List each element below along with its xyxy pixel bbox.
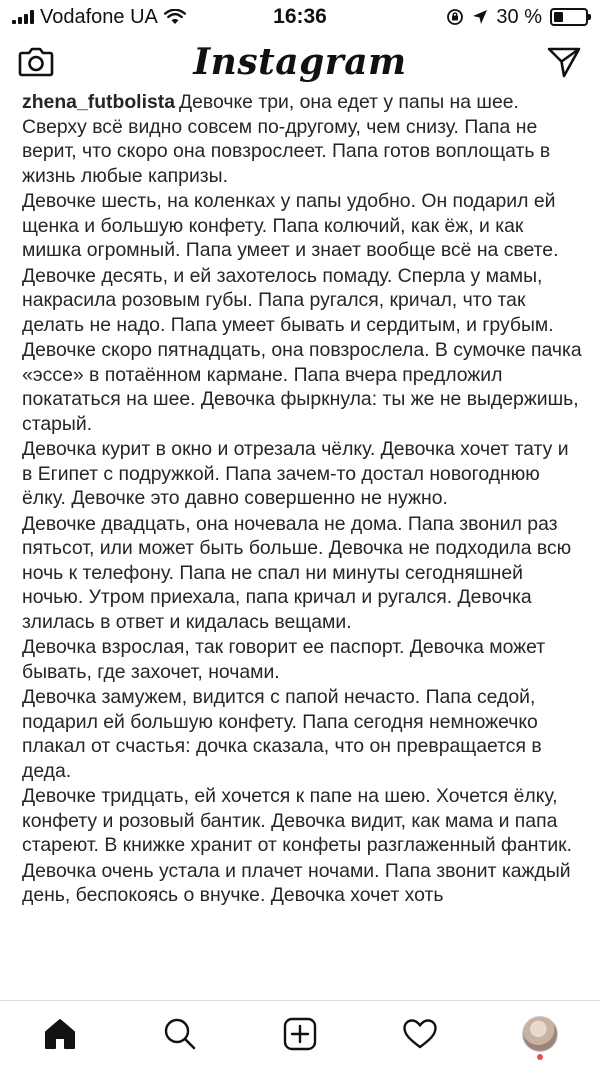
bottom-nav	[0, 1000, 600, 1066]
nav-activity[interactable]	[390, 1004, 450, 1064]
location-arrow-icon	[472, 9, 488, 25]
nav-home[interactable]	[30, 1004, 90, 1064]
notification-dot	[537, 1054, 543, 1060]
direct-messages-button[interactable]	[544, 42, 584, 82]
orientation-lock-icon	[446, 8, 464, 26]
status-right	[446, 6, 588, 29]
battery-level	[554, 12, 563, 22]
caption-paragraph: Девочке шесть, на коленках у папы удобно. Он подарил ей щенка и большую конфету. Папа колючий, как ёж, и как мишка огромный. Папа умеет и знает вообще всё на свете.	[22, 190, 559, 261]
post-username[interactable]: zhena_futbolista	[22, 91, 175, 113]
caption-paragraph: Девочке тридцать, ей хочется к папе на шею. Хочется ёлку, конфету и розовый бантик. Девочка видит, как мама и папа стареют. В книжке хранит от конфеты разглаженный фантик.	[22, 785, 573, 856]
caption-paragraph: Девочке двадцать, она ночевала не дома. Папа звонил раз пятьсот, или может быть больше. Девочка не подходила всю ночь к телефону. Папа не спал ни минуты сегодняшней ночью. Утром приехала, папа кричал и ругался. Девочка злилась в ответ и кидалась вещами.	[22, 512, 572, 633]
status-bar	[0, 0, 600, 34]
camera-button[interactable]	[16, 42, 56, 82]
post-caption	[22, 90, 584, 908]
signal-strength-icon	[12, 10, 34, 24]
caption-paragraph: Девочка взрослая, так говорит ее паспорт. Девочка может бывать, где захочет, ночами.	[22, 636, 546, 683]
wifi-icon	[164, 9, 186, 25]
battery-percent: 30 %	[496, 5, 542, 28]
carrier-name: Vodafone UA	[40, 5, 158, 28]
nav-profile[interactable]	[510, 1004, 570, 1064]
new-post-icon	[283, 1017, 317, 1051]
camera-icon	[18, 46, 54, 78]
caption-paragraph: Девочка замужем, видится с папой нечасто. Папа седой, подарил ей большую конфету. Папа сегодня немножечко плакал от счастья: дочка сказала, что он превращается в деда.	[22, 686, 542, 782]
instagram-logo: Instagram	[193, 41, 407, 83]
paper-plane-icon	[547, 46, 581, 78]
search-icon	[163, 1017, 197, 1051]
caption-paragraph: Девочке скоро пятнадцать, она повзрослела. В сумочке пачка «эссе» в потаённом кармане. Папа вчера предложил покататься на шее. Девочка фыркнула: ты же не выдержишь, старый.	[22, 339, 582, 435]
caption-paragraph: Девочка очень устала и плачет ночами. Папа звонит каждый день, беспокоясь о внучке. Девочка хочет хоть	[22, 859, 571, 906]
home-icon	[43, 1018, 77, 1050]
app-header	[0, 34, 600, 90]
profile-avatar	[522, 1016, 558, 1052]
status-time: 16:36	[273, 5, 327, 28]
status-left	[12, 6, 186, 29]
caption-paragraph: Девочка курит в окно и отрезала чёлку. Девочка хочет тату и в Египет с подружкой. Папа зачем-то достал новогоднюю ёлку. Девочке это давно совершенно не нужно.	[22, 438, 569, 509]
caption-paragraph	[22, 90, 584, 188]
caption-paragraph: Девочке десять, и ей захотелось помаду. Сперла у мамы, накрасила розовым губы. Папа ругался, кричал, что так делать не надо. Папа умеет бывать и сердитым, и грубым.	[22, 264, 554, 336]
battery-icon	[550, 8, 588, 26]
caption-text: Девочке три, она едет у папы на шее. Сверху всё видно совсем по-другому, чем снизу. Папа не верит, что скоро она повзрослеет. Папа готов воплощать в жизнь любые капризы.	[22, 91, 551, 187]
post-caption-area	[0, 90, 600, 1000]
heart-icon	[402, 1018, 438, 1050]
nav-new-post[interactable]	[270, 1004, 330, 1064]
nav-search[interactable]	[150, 1004, 210, 1064]
